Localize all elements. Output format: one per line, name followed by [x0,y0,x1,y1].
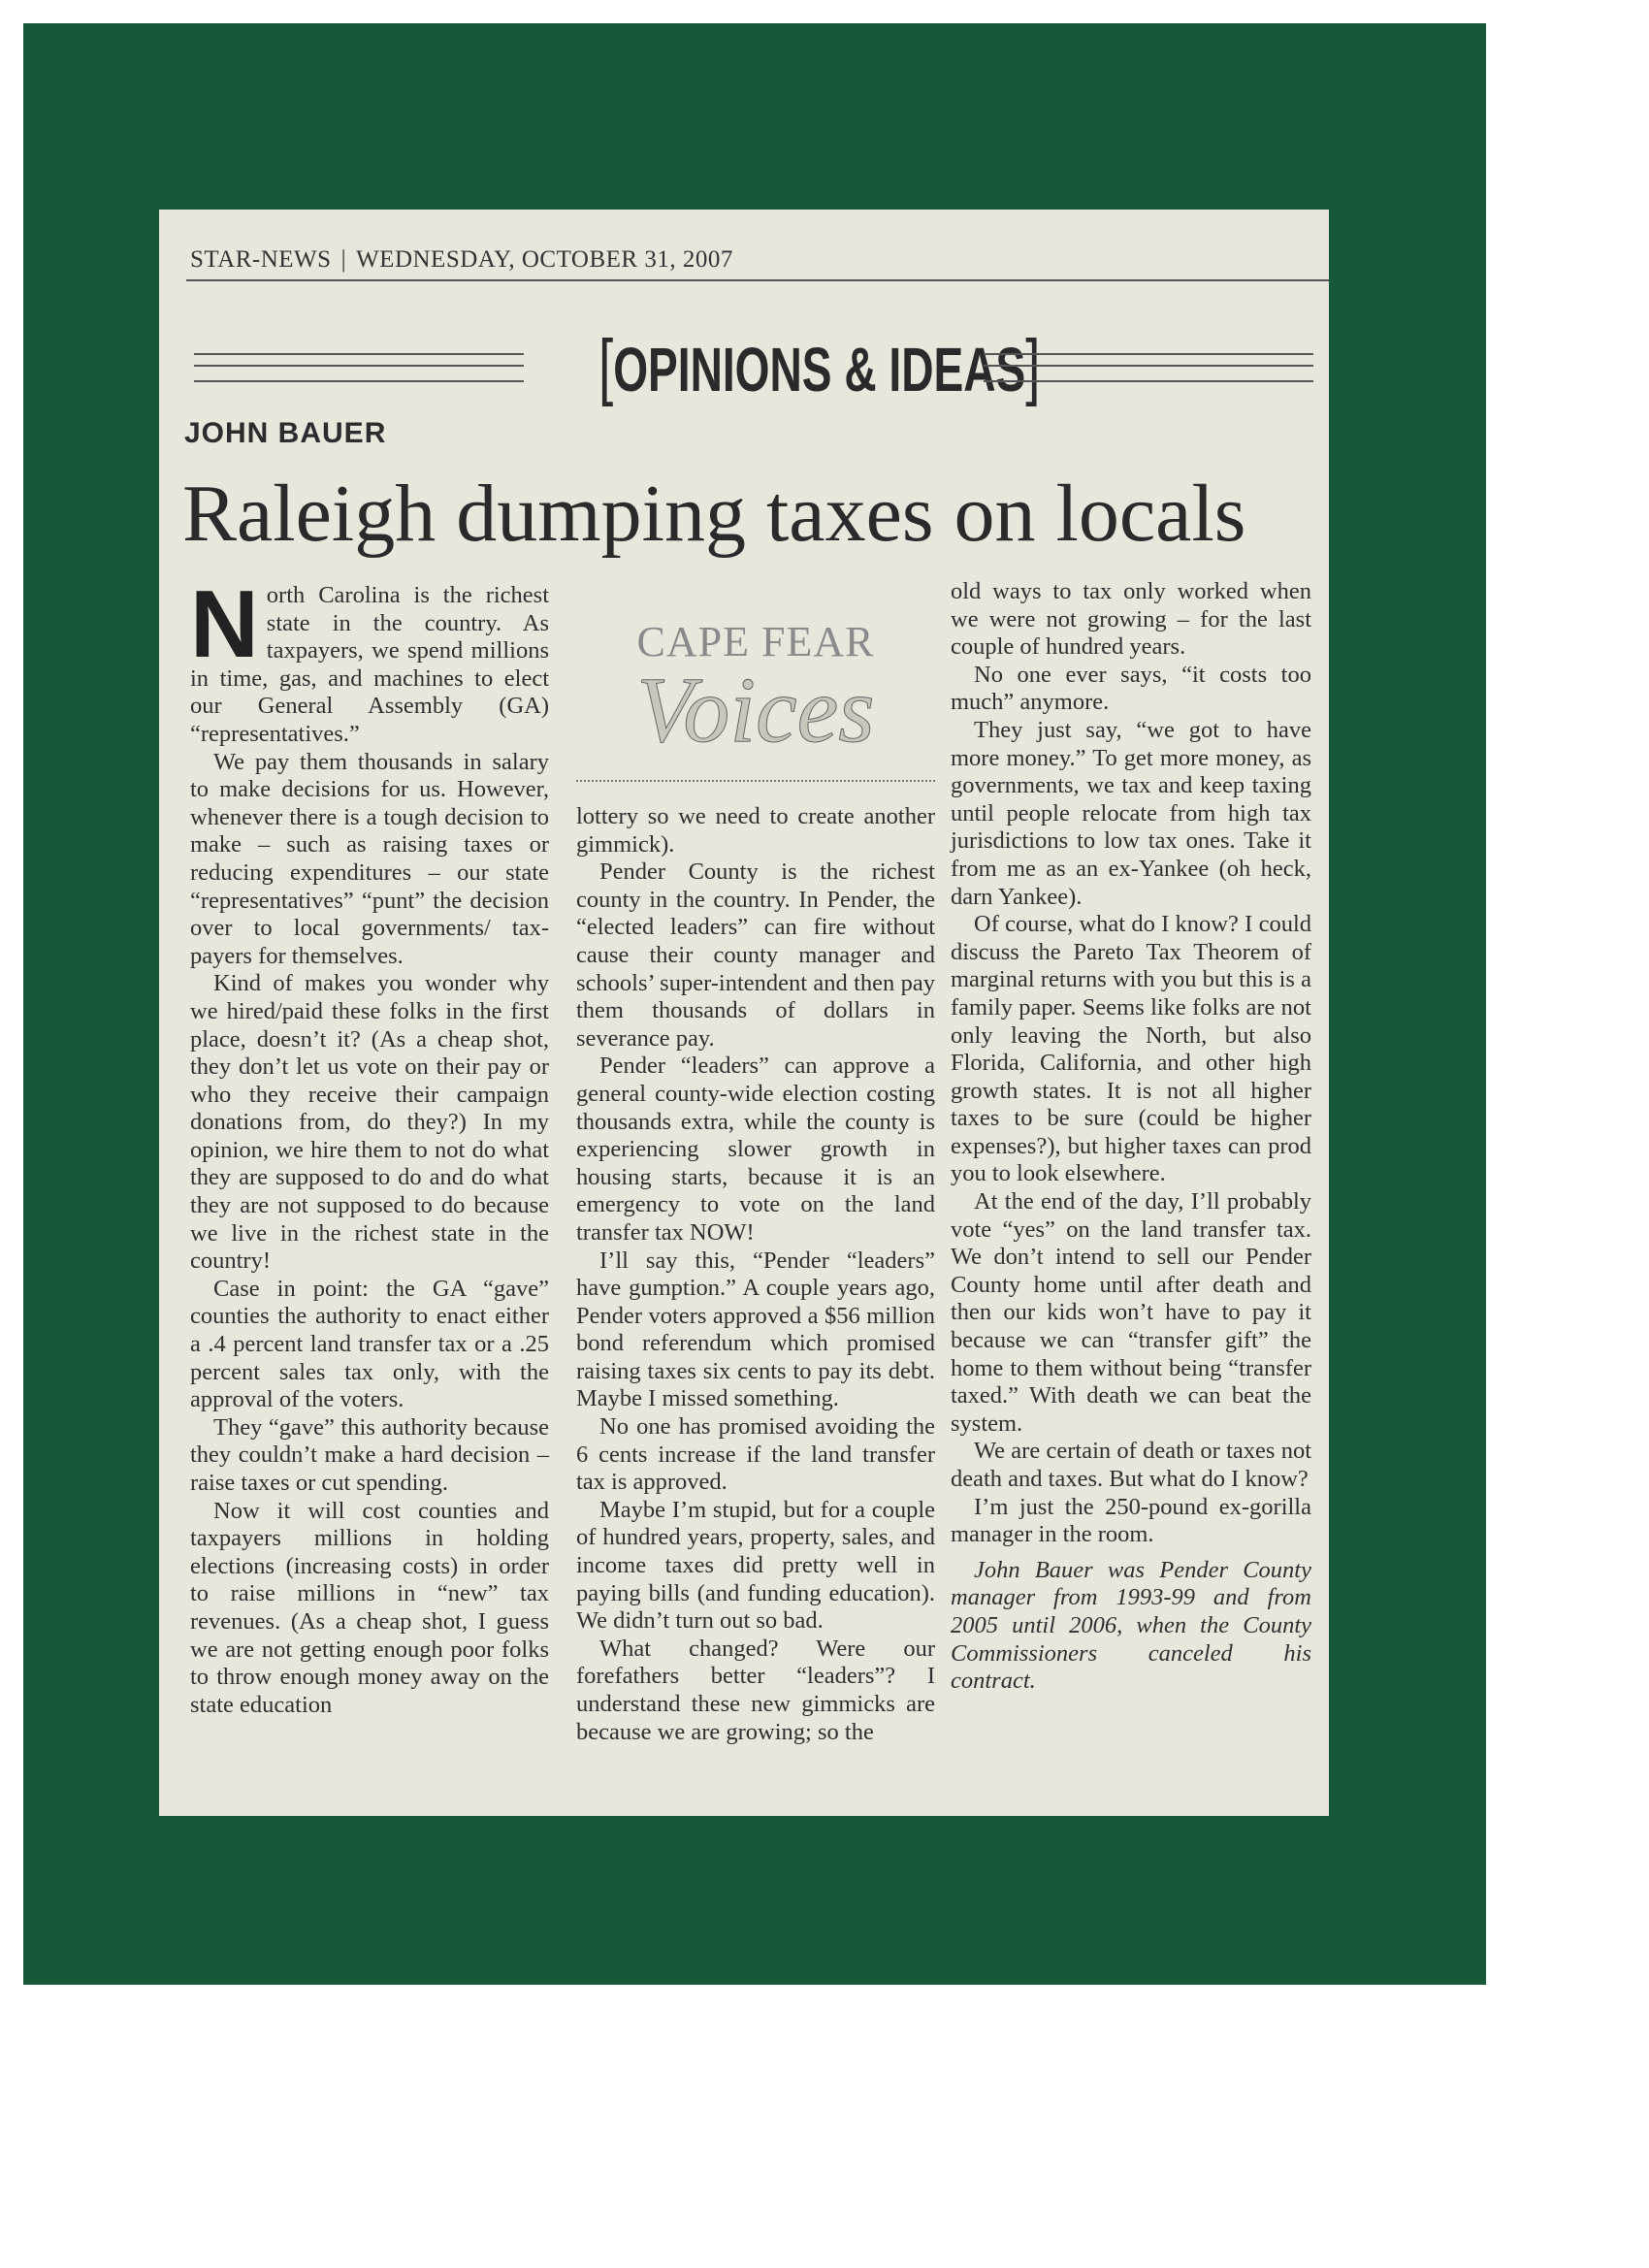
publication-date: WEDNESDAY, OCTOBER 31, 2007 [356,246,733,273]
article-paragraph: We are certain of death or taxes not death and taxes. But what do I know? [951,1438,1311,1492]
article-column-3 [951,578,1311,1696]
voices-word: Voices [636,658,875,761]
article-paragraph: Maybe I’m stupid, but for a couple of hundred years, property, sales, and income taxes did pretty well in paying bills (and funding education). We didn’t turn out so bad. [576,1496,935,1635]
article-paragraph: I’m just the 250-pound ex-gorilla manager in the room. [951,1493,1311,1548]
article-paragraph [190,570,549,749]
article-paragraph: No one ever says, “it costs too much” anymore. [951,661,1311,716]
section-title-text: OPINIONS & IDEAS [613,335,1026,405]
newspaper-clipping [159,210,1329,1816]
article-paragraph: old ways to tax only worked when we were not growing – for the last couple of hundred years. [951,578,1311,661]
article-paragraph: Now it will cost counties and taxpayers millions in holding elections (increasing costs) in order to raise millions in “new” tax revenues. (As a cheap shot, I guess we are not getting enough poor folks to throw enough money away on the state education [190,1497,549,1718]
header-rule [186,279,1329,281]
article-column-1 [190,570,549,1719]
article-paragraph: Case in point: the GA “gave” counties the authority to enact either a .4 percent land transfer tax or a .25 percent sales tax only, with the approval of the voters. [190,1275,549,1413]
section-rule-left [194,353,524,382]
article-paragraph: At the end of the day, I’ll probably vote “yes” on the land transfer tax. We don’t intend to sell our Pender County home until after death and then our kids won’t have to pay it because we can “transfer gift” the home to them without being “transfer taxed.” With death we can beat the system. [951,1188,1311,1437]
article-paragraph: I’ll say this, “Pender “leaders” have gumption.” A couple years ago, Pender voters approved a $56 million bond referendum which promised raising taxes six cents to pay its debt. Maybe I missed something. [576,1247,935,1412]
article-paragraph: Pender “leaders” can approve a general county-wide election costing thousands extra, while the county is experiencing slower growth in housing starts, because it is an emergency to vote on the land transfer tax NOW! [576,1053,935,1246]
article-paragraph: We pay them thousands in salary to make decisions for us. However, whenever there is a tough decision to make – such as raising taxes or reducing expenditures – our state “representatives” “punt” the decision over to local governments/ tax-payers for themselves. [190,748,549,969]
section-header [194,326,1313,413]
article-paragraph: Pender County is the richest county in the country. In Pender, the “elected leaders” can fire without cause their county manager and schools’ super-intendent and then pay them thousands of dollars in severance pay. [576,859,935,1052]
article-column-2 [576,803,935,1746]
article-paragraph: lottery so we need to create another gimmick). [576,803,935,858]
drop-cap: N [190,570,259,677]
author-bio: John Bauer was Pender County manager from 1993-99 and from 2005 until 2006, when the County Commissioners canceled his contract. [951,1556,1311,1695]
byline: JOHN BAUER [184,417,387,449]
dateline [190,246,733,274]
article-paragraph: What changed? Were our forefathers better “leaders”? I understand these new gimmicks are because we are growing; so the [576,1635,935,1745]
dateline-separator: | [340,246,347,273]
article-paragraph: No one has promised avoiding the 6 cents increase if the land transfer tax is approved. [576,1413,935,1496]
cape-fear-voices-logo [576,598,935,792]
voices-kicker: CAPE FEAR [636,618,875,665]
headline: Raleigh dumping taxes on locals [182,469,1246,559]
section-bracket-close: ] [1025,325,1041,407]
article-paragraph: They just say, “we got to have more money.” To get more money, as governments, we tax and keep taxing until people relocate from high tax jurisdictions to low tax ones. Take it from me as an ex-Yankee (oh heck, darn Yankee). [951,716,1311,910]
article-paragraph: Kind of makes you wonder why we hired/paid these folks in the first place, doesn’t it? (As a cheap shot, they don’t let us vote on their pay or who they receive their campaign donations from, do they?) In my opinion, we hire them to not do what they are supposed to do and do what they are not supposed to do because we live in the richest state in the country! [190,970,549,1275]
article-paragraph: They “gave” this authority because they couldn’t make a hard decision – raise taxes or cut spending. [190,1413,549,1496]
voices-rule [576,780,935,782]
newspaper-name: STAR-NEWS [190,246,332,273]
section-bracket-open: [ [598,325,614,407]
article-paragraph: Of course, what do I know? I could discuss the Pareto Tax Theorem of marginal returns with you but this is a family paper. Seems like folks are not only leaving the North, but also Florida, California, and other high growth states. It is not all higher taxes to be sure (could be higher expenses?), but higher taxes can prod you to look elsewhere. [951,911,1311,1187]
section-title [598,325,1041,410]
paragraph-text: orth Carolina is the richest state in the country. As taxpayers, we spend millions in time, gas, and machines to elect our General Assembly (GA) “representatives.” [190,582,549,747]
section-rule-right [984,353,1313,382]
